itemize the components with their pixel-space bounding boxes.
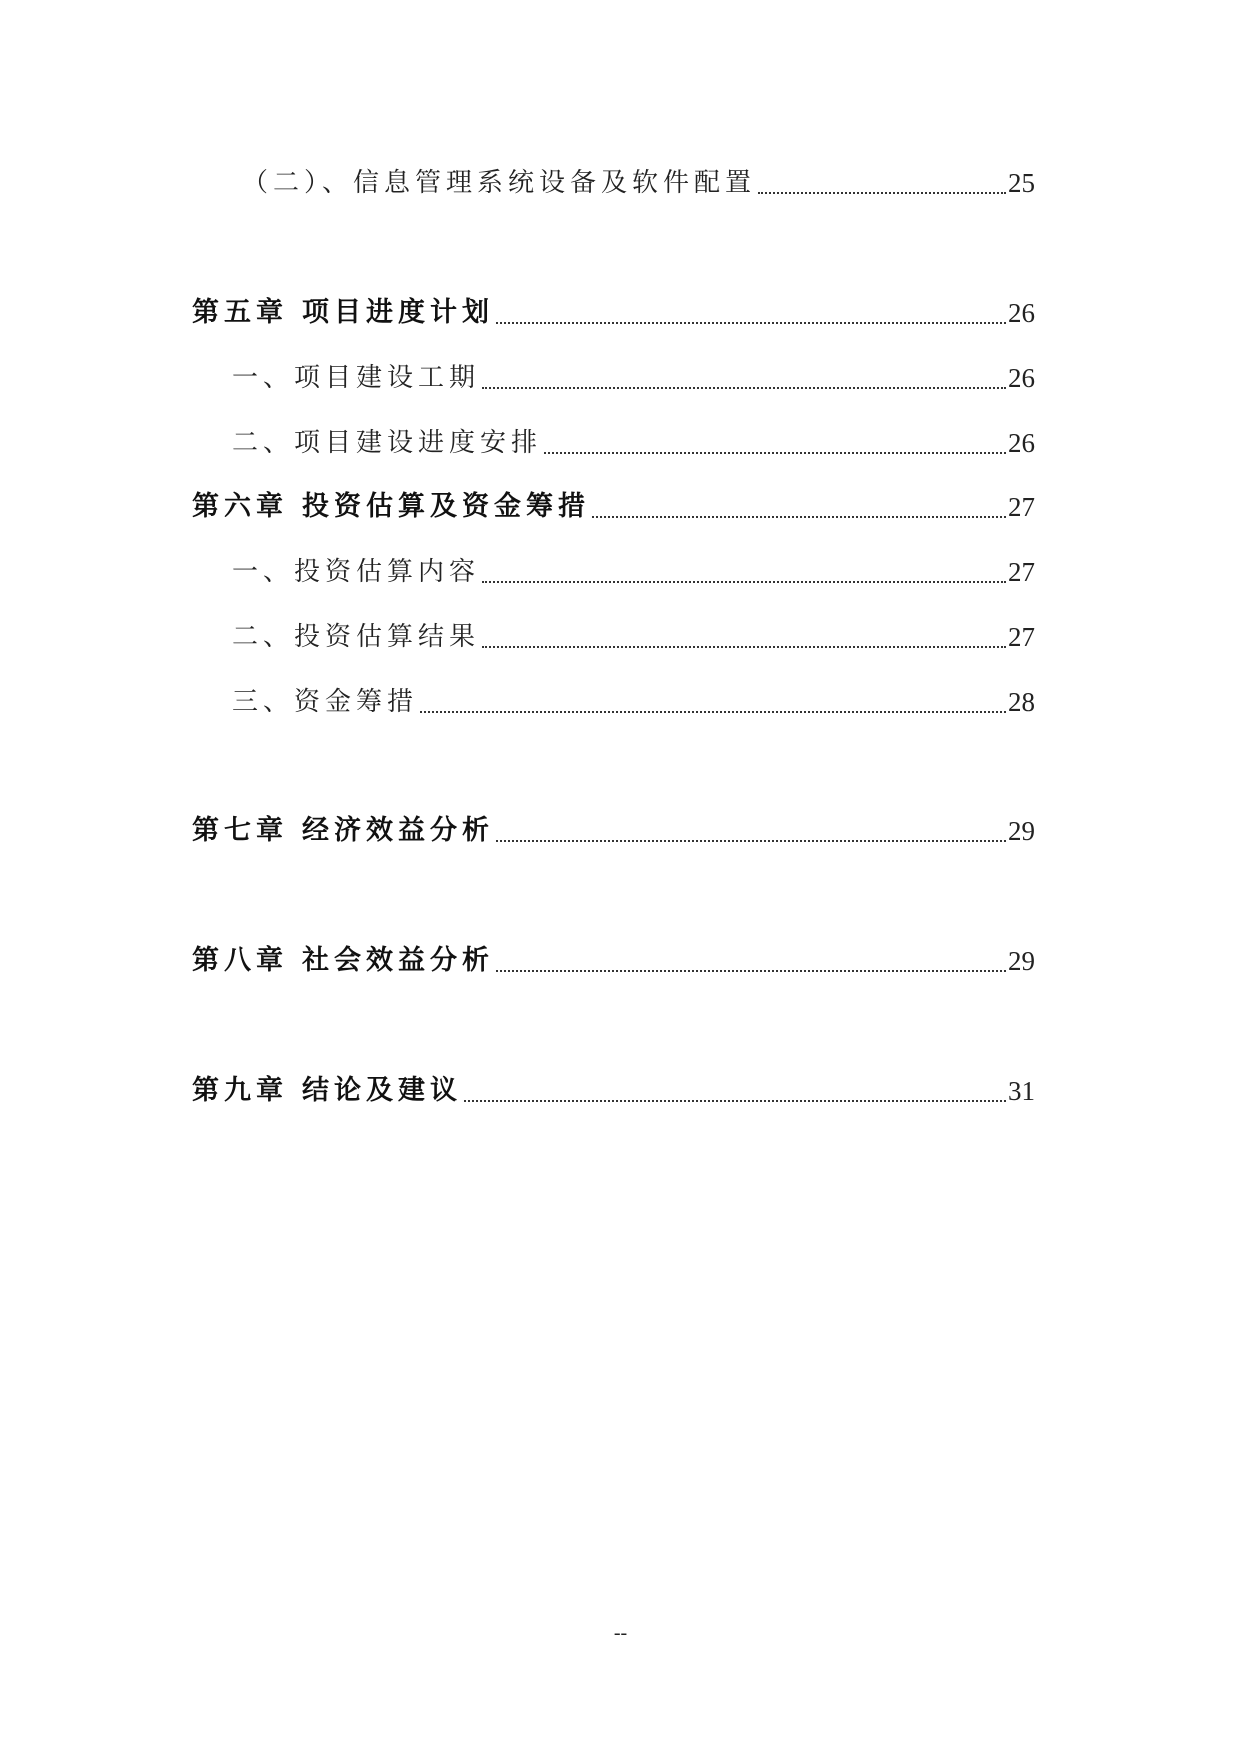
chapter-number: 第六章 (192, 491, 288, 522)
chapter-number: 第七章 (192, 815, 288, 846)
toc-entry-chapter[interactable] (192, 1068, 1035, 1108)
toc-page-number: 26 (1008, 428, 1035, 458)
toc-dot-leader (496, 322, 1006, 324)
toc-dot-leader (496, 840, 1006, 842)
toc-entry-title: 三、资金筹措 (232, 687, 419, 717)
chapter-number: 第九章 (192, 1075, 288, 1106)
toc-entry-chapter[interactable] (192, 484, 1035, 524)
toc-page-number: 26 (1008, 363, 1035, 393)
toc-entry-chapter[interactable] (192, 938, 1035, 978)
toc-entry-section[interactable] (232, 420, 1035, 460)
toc-dot-leader (758, 192, 1006, 194)
toc-page-number: 27 (1008, 557, 1035, 587)
toc-dot-leader (544, 452, 1006, 454)
toc-dot-leader (464, 1100, 1006, 1102)
toc-entry-section[interactable] (232, 679, 1035, 719)
toc-entry-chapter[interactable] (192, 808, 1035, 848)
toc-entry-title: 二、投资估算结果 (232, 622, 481, 652)
toc-entry-subsection[interactable] (242, 160, 1035, 200)
chapter-title: 投资估算及资金筹措 (302, 491, 590, 522)
toc-dot-leader (592, 516, 1006, 518)
chapter-title: 经济效益分析 (302, 815, 494, 846)
toc-entry-section[interactable] (232, 549, 1035, 589)
toc-entry-chapter[interactable] (192, 290, 1035, 330)
chapter-title: 项目进度计划 (302, 297, 494, 328)
toc-dot-leader (420, 711, 1006, 713)
toc-page-number: 31 (1008, 1076, 1035, 1106)
toc-dot-leader (482, 581, 1006, 583)
chapter-number: 第五章 (192, 297, 288, 328)
toc-entry-title: 一、项目建设工期 (232, 363, 481, 393)
toc-entry-section[interactable] (232, 355, 1035, 395)
toc-page-number: 26 (1008, 298, 1035, 328)
chapter-title: 结论及建议 (302, 1075, 462, 1106)
chapter-title: 社会效益分析 (302, 945, 494, 976)
toc-entry-title (192, 1076, 462, 1108)
toc-page-number: 29 (1008, 816, 1035, 846)
toc-entry-section[interactable] (232, 614, 1035, 654)
toc-page-number: 29 (1008, 946, 1035, 976)
toc-dot-leader (482, 646, 1006, 648)
toc-dot-leader (482, 387, 1006, 389)
toc-entry-title (192, 816, 494, 848)
toc-page-number: 25 (1008, 168, 1035, 198)
toc-entry-title: 二、项目建设进度安排 (232, 428, 543, 458)
toc-entry-title (192, 946, 494, 978)
chapter-number: 第八章 (192, 945, 288, 976)
toc-page-number: 28 (1008, 687, 1035, 717)
page-footer-marker: -- (613, 1622, 628, 1644)
toc-dot-leader (496, 970, 1006, 972)
toc-entry-title: （二）、信息管理系统设备及软件配置 (242, 168, 757, 198)
toc-entry-title (192, 298, 494, 330)
toc-entry-title (192, 492, 590, 524)
toc-page-number: 27 (1008, 622, 1035, 652)
toc-entry-title: 一、投资估算内容 (232, 557, 481, 587)
toc-page-number: 27 (1008, 492, 1035, 522)
